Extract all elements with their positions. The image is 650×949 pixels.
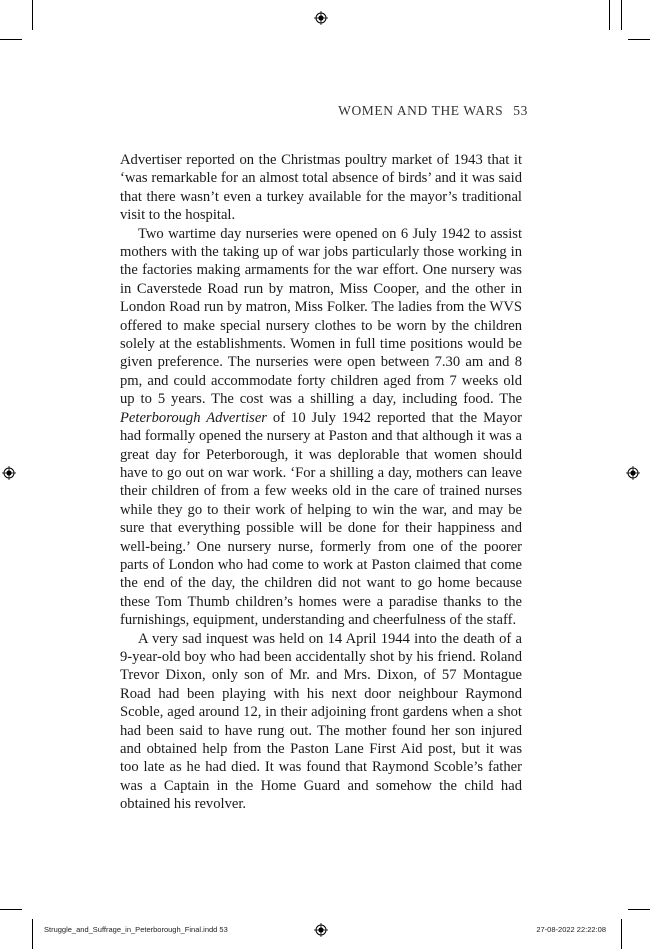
running-head [338,103,528,119]
crop-mark [0,39,22,40]
crop-mark [609,0,610,30]
paragraph: A very sad inquest was held on 14 April 1944 into the death of a 9-year-old boy who had been accidentally shot by his friend. Roland Trevor Dixon, only son of Mr. and Mrs. Dixon, of 57 Montague Road had been playing with his next door neighbour Raymond Scoble, aged around 12, in their adjoining front gardens when a shot had been said to have rung out. The mother found her son injured and obtained help from the Paston Lane First Aid post, but it was too late as he had died. It was found that Raymond Scoble’s father was a Captain in the Home Guard and somehow the child had obtained his revolver. [120,630,522,813]
registration-mark-icon [2,466,16,480]
slug-timestamp: 27-08-2022 22:22:08 [536,925,606,934]
publication-title: Peterborough Advertiser [120,409,267,426]
crop-mark [621,0,622,30]
running-head-title: WOMEN AND THE WARS [338,103,504,118]
paragraph-text: of 10 July 1942 reported that the Mayor had formally opened the nursery at Paston and that although it was a great day for Peterborough, it was deplorable that women should have to go out on war work. ‘For a shilling a day, mothers can leave their children of from a few weeks old in the care of trained nurses while they go to their work of helping to win the war, and may be sure that everything possible will be done for their happiness and well-being.’ One nursery nurse, formerly from one of the poorer parts of London who had come to work at Paston claimed that come the end of the day, the children did not want to go home because these Tom Thumb children’s homes were a paradise thanks to the furnishings, equipment, understanding and cheerfulness of the staff. [120,409,522,629]
registration-mark-icon [314,923,328,937]
crop-mark [628,39,650,40]
crop-mark [32,0,33,30]
body-text [120,151,522,814]
crop-mark [621,919,622,949]
crop-mark [32,919,33,949]
registration-mark-icon [626,466,640,480]
page-number: 53 [513,103,528,118]
registration-mark-icon [314,11,328,25]
paragraph [120,225,522,630]
crop-mark [628,909,650,910]
slug-filename: Struggle_and_Suffrage_in_Peterborough_Final.indd 53 [44,925,228,934]
paragraph: Advertiser reported on the Christmas poultry market of 1943 that it ‘was remarkable for an almost total absence of birds’ and it was said that there wasn’t even a turkey available for the mayor’s traditional visit to the hospital. [120,152,522,224]
paragraph-text: Two wartime day nurseries were opened on 6 July 1942 to assist mothers with the taking up of war jobs particularly those working in the factories making armaments for the war effort. One nursery was in Caverstede Road run by matron, Miss Cooper, and the other in London Road run by matron, Miss Folker. The ladies from the WVS offered to make special nursery clothes to be worn by the children solely at the establishments. Women in full time positions would be given preference. The nurseries were open between 7.30 am and 8 pm, and could accommodate forty children aged from 7 weeks old up to 5 years. The cost was a shilling a day, including food. The [120,225,522,408]
crop-mark [0,909,22,910]
